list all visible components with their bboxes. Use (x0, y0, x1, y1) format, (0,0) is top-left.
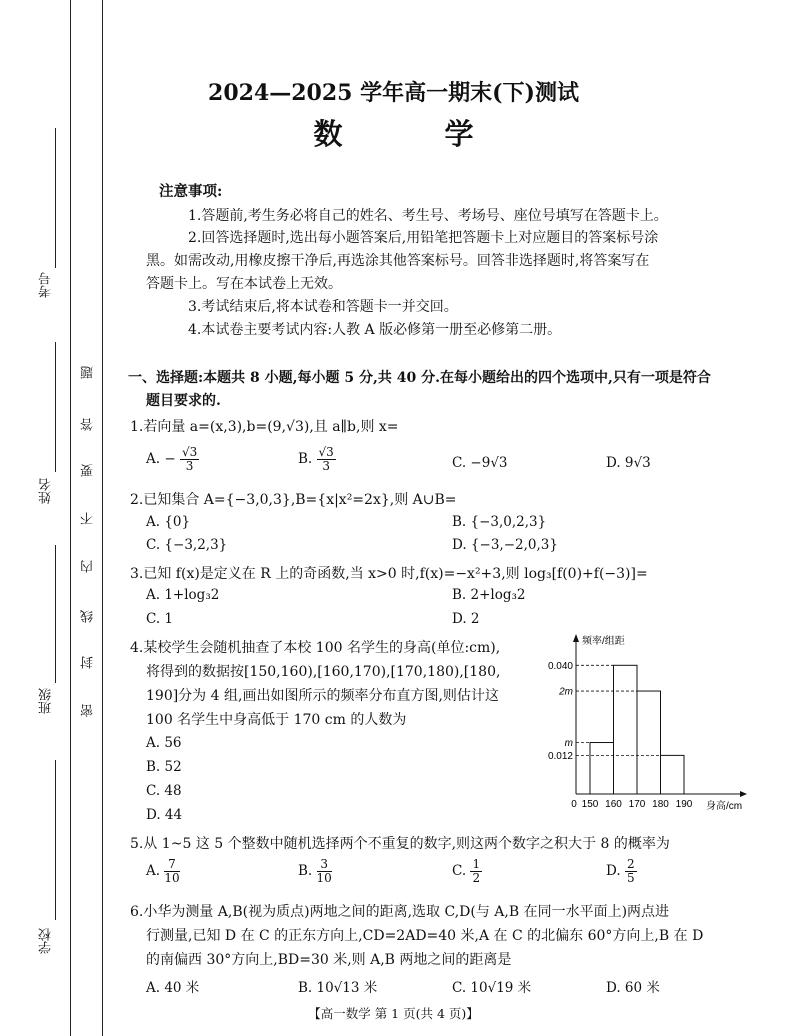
q2-option-b: B. {−3,0,2,3} (452, 514, 547, 530)
q2-option-c: C. {−3,2,3} (146, 537, 228, 553)
seal-char: 封 (81, 656, 96, 669)
field-label-exam-number: 考号 (39, 272, 54, 298)
frequency-histogram (540, 628, 760, 818)
seal-char: 题 (81, 366, 96, 379)
binding-line-outer (70, 0, 71, 1036)
page-footer: 【高一数学 第 1 页(共 4 页)】 (308, 1006, 479, 1021)
field-label-school: 学校 (39, 928, 54, 954)
section-heading-cont: 题目要求的. (146, 393, 221, 409)
exam-title: 2024—2025 学年高一期末(下)测试 (208, 80, 579, 106)
q3-option-b: B. 2+log₃2 (452, 587, 526, 603)
q5-option-b-label: B. (298, 863, 313, 879)
notice-item: 黑。如需改动,用橡皮擦干净后,再选涂其他答案标号。回答非选择题时,将答案写在 (146, 253, 650, 269)
q5-option-d-fraction: $\frac{2}{5}$ (626, 857, 635, 885)
x-tick-label: 0 (571, 799, 577, 810)
seal-char: 线 (81, 610, 96, 623)
x-tick-label: 170 (628, 799, 646, 810)
q5-option-c-label: C. (452, 863, 467, 879)
q3-option-a: A. 1+log₃2 (146, 587, 220, 603)
q2-option-a: A. {0} (146, 514, 191, 530)
notice-item: 2.回答选择题时,选出每小题答案后,用铅笔把答题卡上对应题目的答案标号涂 (188, 230, 659, 246)
q4-option-d: D. 44 (146, 807, 183, 823)
subject-title: 数 学 (313, 117, 520, 151)
q4-option-a: A. 56 (146, 735, 182, 751)
binding-line-inner (102, 0, 103, 1036)
x-tick-label: 180 (652, 799, 669, 810)
q6-option-d: D. 60 米 (606, 980, 660, 996)
q1-option-b-fraction: $\frac{√3}{3}$ (318, 445, 334, 473)
y-axis-arrow (573, 634, 579, 642)
x-tick-label: 160 (605, 799, 622, 810)
seal-char: 密 (81, 704, 96, 717)
x-tick-label: 190 (675, 799, 693, 810)
question-4-stem: 将得到的数据按[150,160),[160,170),[170,180),[180, (146, 664, 501, 680)
q5-option-c-fraction: $\frac{1}{2}$ (472, 857, 481, 885)
y-tick-label: 0.012 (547, 750, 573, 762)
q2-option-d: D. {−3,−2,0,3} (452, 537, 558, 553)
seal-char: 不 (81, 512, 96, 525)
q5-option-b-fraction: $\frac{3}{10}$ (316, 857, 332, 885)
q6-option-a: A. 40 米 (146, 980, 200, 996)
q5-option-b (298, 858, 332, 885)
question-5-stem: 5.从 1~5 这 5 个整数中随机选择两个不重复的数字,则这两个数字之积大于 8 的概率为 (130, 836, 670, 852)
x-tick-label: 150 (581, 799, 599, 810)
y-axis-label: 频率/组距 (582, 636, 625, 647)
notice-item: 4.本试卷主要考试内容:人教 A 版必修第一册至必修第二册。 (188, 322, 562, 338)
x-axis-label: 身高/cm (706, 801, 743, 812)
question-6-stem: 6.小华为测量 A,B(视为质点)两地之间的距离,选取 C,D(与 A,B 在同一水平面上)两点进 (130, 904, 670, 920)
seal-char: 内 (81, 560, 96, 573)
seal-char: 要 (81, 464, 96, 477)
q5-option-a-fraction: $\frac{7}{10}$ (164, 857, 180, 885)
histogram-bar (661, 755, 685, 794)
question-4-stem: 190]分为 4 组,画出如图所示的频率分布直方图,则估计这 (146, 688, 499, 704)
question-6-stem: 行测量,已知 D 在 C 的正东方向上,CD=2AD=40 米,A 在 C 的北偏东 60°方向上,B 在 D (146, 928, 704, 944)
question-2-stem: 2.已知集合 A={−3,0,3},B={x|x²=2x},则 A∪B= (130, 492, 457, 508)
q1-option-b-label: B. (298, 451, 313, 467)
question-4-stem: 100 名学生中身高低于 170 cm 的人数为 (146, 712, 407, 728)
notice-item: 答题卡上。写在本试卷上无效。 (146, 276, 342, 292)
x-axis-arrow (740, 791, 747, 797)
q5-option-d-label: D. (606, 863, 621, 879)
notice-heading: 注意事项: (159, 183, 223, 200)
q5-option-a (146, 858, 180, 885)
field-blank-school (55, 760, 56, 920)
notice-item: 3.考试结束后,将本试卷和答题卡一并交回。 (188, 299, 458, 315)
q1-option-d: D. 9√3 (606, 455, 651, 471)
q6-option-b: B. 10√13 米 (298, 980, 378, 996)
field-blank-class (55, 545, 56, 683)
field-label-class: 班级 (39, 688, 54, 714)
q1-option-a-fraction: $\frac{√3}{3}$ (181, 445, 198, 473)
q3-option-c: C. 1 (146, 611, 174, 627)
q6-option-c: C. 10√19 米 (452, 980, 532, 996)
q1-option-a (146, 446, 199, 473)
q4-option-b: B. 52 (146, 759, 182, 775)
y-tick-label: 2m (559, 686, 573, 698)
q4-option-c: C. 48 (146, 783, 182, 799)
q1-option-a-label: A. − (146, 451, 176, 467)
field-label-name: 姓名 (39, 478, 54, 504)
notice-item: 1.答题前,考生务必将自己的姓名、考生号、考场号、座位号填写在答题卡上。 (188, 208, 668, 224)
q5-option-a-label: A. (146, 863, 161, 879)
question-3-stem: 3.已知 f(x)是定义在 R 上的奇函数,当 x>0 时,f(x)=−x²+3,则 log₃[f(0)+f(−3)]= (130, 566, 648, 582)
section-heading: 一、选择题:本题共 8 小题,每小题 5 分,共 40 分.在每小题给出的四个选项中,只有一项是符合 (128, 370, 711, 386)
y-tick-label: 0.040 (547, 660, 573, 672)
q5-option-c (452, 858, 482, 885)
q3-option-d: D. 2 (452, 611, 480, 627)
histogram-bar (637, 691, 661, 794)
question-4-stem: 4.某校学生会随机抽查了本校 100 名学生的身高(单位:cm), (130, 640, 501, 656)
y-tick-label: m (564, 738, 573, 750)
q5-option-d (606, 858, 637, 885)
question-1-stem: 1.若向量 a=(x,3),b=(9,√3),且 a∥b,则 x= (130, 419, 399, 435)
histogram-bar (590, 743, 614, 794)
q1-option-c: C. −9√3 (452, 455, 508, 471)
q1-option-b (298, 446, 336, 473)
seal-char: 答 (81, 418, 96, 431)
field-blank-name (55, 342, 56, 472)
histogram-bar (614, 665, 638, 794)
question-6-stem: 的南偏西 30°方向上,BD=30 米,则 A,B 两地之间的距离是 (146, 952, 512, 968)
